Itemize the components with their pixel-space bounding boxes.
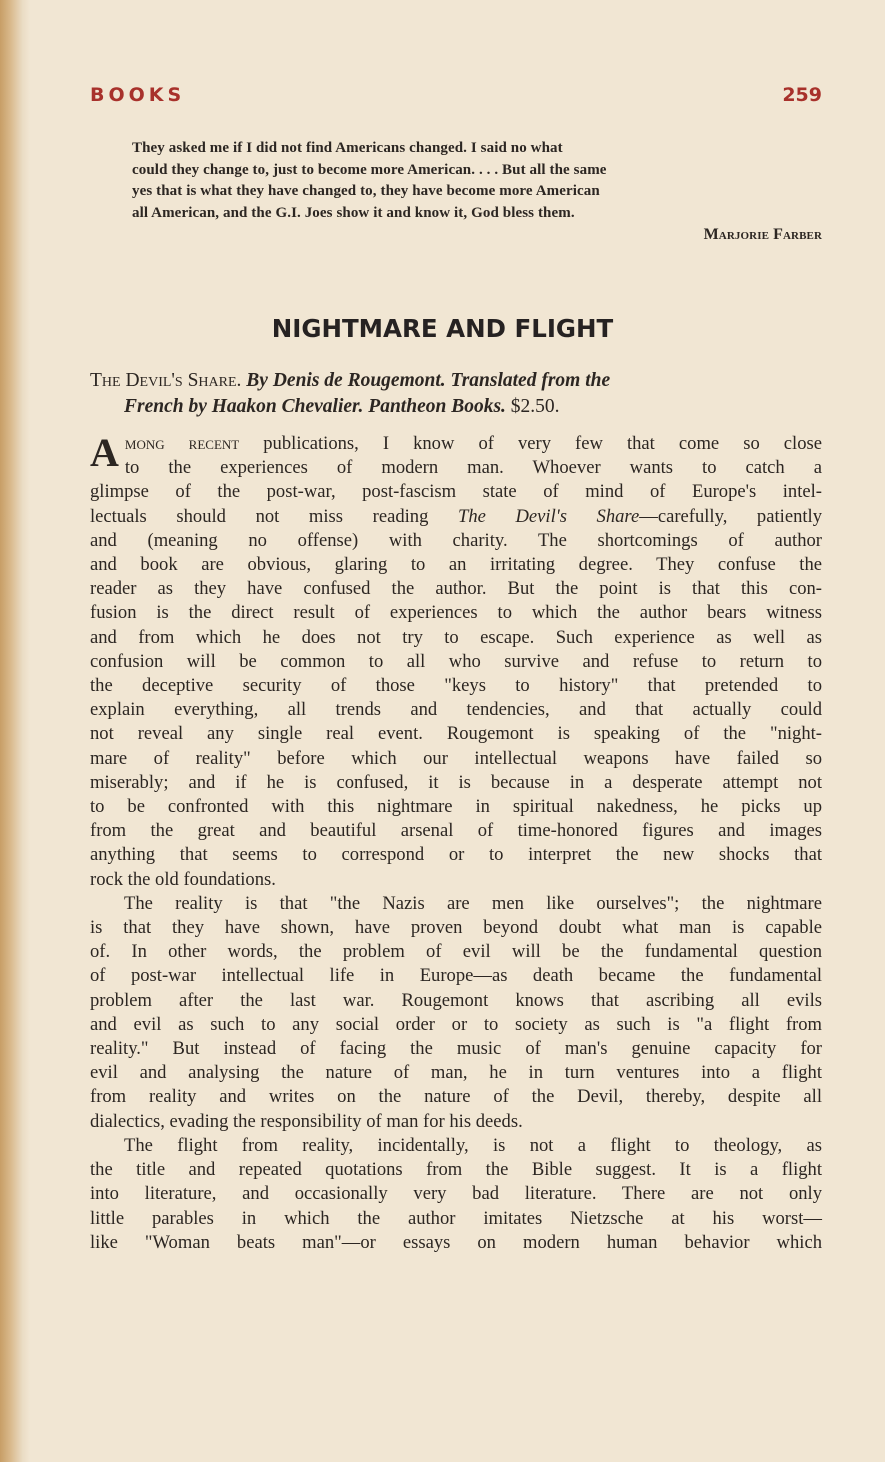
text-line: the title and repeated quotations from the Bible suggest. It is a flight (90, 1159, 822, 1181)
text-line: the deceptive security of those "keys to history" that pretended to (90, 675, 822, 697)
book-details-line2: French by Haakon Chevalier. Pantheon Books. (124, 396, 506, 417)
text-line: of. In other words, the problem of evil will be the fundamental question (90, 941, 822, 963)
epigraph-line: all American, and the G.I. Joes show it and know it, God bless them. (132, 204, 575, 221)
text-line: mare of reality" before which our intellectual weapons have failed so (90, 747, 822, 769)
page-number: 259 (782, 84, 822, 106)
text-line-rest: publications, I know of very few that come so close (239, 433, 822, 454)
text-line: dialectics, evading the responsibility of man for his deeds. (90, 1110, 523, 1132)
text-line: and (meaning no offense) with charity. The shortcomings of author (90, 529, 822, 551)
text-line: reader as they have confused the author. But the point is that this con- (90, 578, 822, 600)
book-title: The Devil's Share. (90, 370, 242, 391)
text-line: problem after the last war. Rougemont knows that ascribing all evils (90, 989, 822, 1011)
opening-smallcaps: mong recent (124, 433, 240, 454)
book-price: $2.50. (510, 396, 560, 417)
page-binding-shadow (0, 0, 30, 1462)
book-details-line2-wrap (90, 394, 830, 420)
epigraph-line: could they change to, just to become more American. . . . But all the same (132, 161, 607, 178)
text-line: evil and analysing the nature of man, he in turn ventures into a flight (90, 1062, 822, 1084)
text-line: and book are obvious, glaring to an irritating degree. They confuse the (90, 554, 822, 576)
epigraph-line: yes that is what they have changed to, they have become more American (132, 183, 600, 199)
epigraph-quote (132, 138, 822, 246)
text-line: into literature, and occasionally very bad literature. There are not only (90, 1183, 822, 1205)
book-details-line1: By Denis de Rougemont. Translated from the (246, 370, 611, 391)
drop-cap: A (90, 430, 119, 475)
text-line: like "Woman beats man"—or essays on modern human behavior which (90, 1231, 822, 1253)
text-line: to be confronted with this nightmare in spiritual nakedness, he picks up (90, 796, 822, 818)
paragraph-1 (90, 432, 822, 892)
text-line: and from which he does not try to escape. Such experience as well as (90, 626, 822, 648)
review-body (90, 432, 822, 1255)
text-line (90, 505, 822, 529)
text-segment: —carefully, patiently (639, 505, 822, 527)
paragraph-3 (90, 1134, 822, 1255)
text-line: anything that seems to correspond or to interpret the new shocks that (90, 844, 822, 866)
text-line: to the experiences of modern man. Whoever wants to catch a (124, 457, 822, 479)
text-line: reality." But instead of facing the music of man's genuine capacity for (90, 1038, 822, 1060)
text-line: from reality and writes on the nature of the Devil, thereby, despite all (90, 1086, 822, 1108)
running-head (90, 84, 822, 114)
article-title: NIGHTMARE AND FLIGHT (271, 314, 614, 343)
text-line: little parables in which the author imitates Nietzsche at his worst— (90, 1207, 822, 1229)
text-line: not reveal any single real event. Rougemont is speaking of the "night- (90, 723, 822, 745)
text-line: of post-war intellectual life in Europe—as death became the fundamental (90, 965, 822, 987)
text-line: from the great and beautiful arsenal of time-honored figures and images (90, 820, 822, 842)
text-line: and evil as such to any social order or to society as such is "a flight from (90, 1013, 822, 1035)
text-line: fusion is the direct result of experiences to which the author bears witness (90, 602, 822, 624)
paragraph-2 (90, 892, 822, 1134)
text-segment: lectuals should not miss reading (90, 505, 458, 527)
book-citation (90, 368, 830, 420)
text-line: explain everything, all trends and tendencies, and that actually could (90, 699, 822, 721)
text-line: miserably; and if he is confused, it is because in a desperate attempt not (90, 771, 822, 793)
text-line: confusion will be common to all who survive and refuse to return to (90, 650, 822, 672)
text-line: is that they have shown, have proven beyond doubt what man is capable (90, 917, 822, 939)
text-line: glimpse of the post-war, post-fascism state of mind of Europe's intel- (90, 481, 822, 503)
epigraph-line: They asked me if I did not find Americans changed. I said no what (132, 140, 563, 156)
text-line: The reality is that "the Nazis are men like ourselves"; the nightmare (124, 892, 822, 914)
epigraph-signature: Marjorie Farber (703, 226, 822, 243)
section-label: BOOKS (90, 84, 186, 106)
book-title-reference: The Devil's Share (457, 505, 640, 527)
text-line: The flight from reality, incidentally, is not a flight to theology, as (124, 1134, 822, 1156)
text-line (90, 432, 822, 456)
text-line: rock the old foundations. (90, 868, 276, 890)
